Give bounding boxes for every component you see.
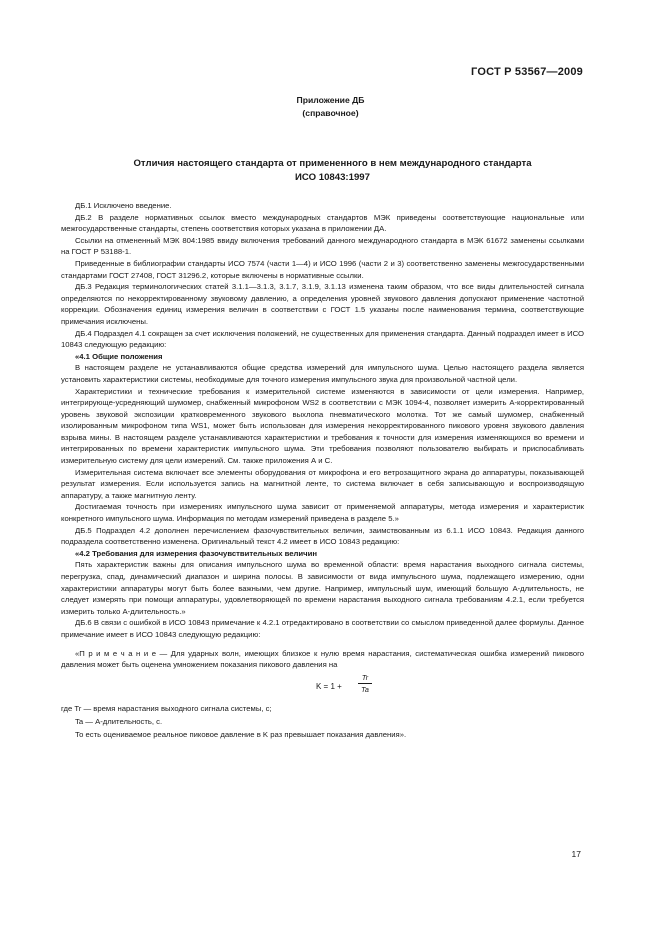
document-title xyxy=(60,157,605,185)
definition-tr: где Tr — время нарастания выходного сигнала системы, с; xyxy=(61,703,272,713)
standard-number: ГОСТ Р 53567—2009 xyxy=(471,66,583,78)
formula-lhs: K = 1 + xyxy=(316,681,342,691)
paragraph: Приведенные в библиографии стандарты ИСО 7574 (части 1—4) и ИСО 1996 (части 2 и 3) соответственно заменены межгосударственными стандартами ГОСТ 27408, ГОСТ 31296.2, которые включены в нормативные ссылки. xyxy=(61,258,584,280)
paragraph: ДБ.6 В связи с ошибкой в ИСО 10843 примечание к 4.2.1 отредактировано в соответствии со смыслом приведенной далее формулы. Данное примечание имеет в ИСО 10843 следующую редакцию: xyxy=(61,618,584,639)
formula-numerator: Tr xyxy=(358,672,372,685)
paragraph: В настоящем разделе не устанавливаются общие средства измерений для импульсного шума. Целью настоящего раздела является установить характеристики системы, необходимые для точного измерения импульсного звука для произвольной частной цели. xyxy=(61,363,584,384)
definition-ta: Ta — А-длительность, с. xyxy=(75,716,163,726)
note-paragraph: «П р и м е ч а н и е — Для ударных волн, имеющих близкое к нулю время нарастания, систематическая ошибка измерений пикового давления может быть оценена умножением показания пикового давления на xyxy=(61,648,584,670)
section-heading-4-2: «4.2 Требования для измерения фазочувствительных величин xyxy=(75,548,317,558)
definition-conclusion: То есть оцениваемое реальное пиковое давление в K раз превышает показания давления». xyxy=(75,729,407,739)
title-line-2: ИСО 10843:1997 xyxy=(295,172,370,183)
body-text xyxy=(61,200,584,741)
paragraph: Пять характеристик важны для описания импульсного шума во временной области: время нарастания выходного сигнала системы, перегрузка, спад, динамический диапазон и ширина полосы. В зависимости от вида импульсного шума, подлежащего измерению, одни характеристики аппаратуры могут быть более важными, чем другие. Например, импульсный шум, имеющий большую А-длительность, не следует измерять при помощи аппаратуры, удовлетворяющей по времени нарастания выходного сигнала требованиям 4.2.1, если требуется измерить только А-длительность.» xyxy=(61,560,584,616)
paragraph: Достигаемая точность при измерениях импульсного шума зависит от применяемой аппаратуры, метода измерения и характеристик конкретного импульсного шума. Информация по методам измерений приведена в разделе 5.» xyxy=(61,502,584,524)
paragraph: Ссылки на отмененный МЭК 804:1985 ввиду включения требований данного международного стандарта в МЭК 61672 заменены ссылками на ГОСТ Р 53188-1. xyxy=(61,235,584,257)
paragraph: ДБ.3 Редакция терминологических статей 3.1.1—3.1.3, 3.1.7, 3.1.9, 3.1.13 изменена таким образом, что все виды длительностей сигнала определяются по некорректированному звуковому давлению, а определения уровней звукового давления допускают применение частотной коррекции. Обозначения единиц измерения величин в соответствии с ГОСТ 1.5 указаны после наименования термина, соответствующие примечания исключены. xyxy=(61,282,584,326)
formula-fraction xyxy=(358,672,372,696)
appendix-subtitle: (справочное) xyxy=(302,108,359,118)
page-number: 17 xyxy=(571,849,581,859)
paragraph: ДБ.5 Подраздел 4.2 дополнен перечислением фазочувствительных величин, заимствованным из 6.1.1 ИСО 10843. Редакция данного подраздела соответственно изменена. Оригинальный текст 4.2 имеет в ИСО 10843 редакцию: xyxy=(61,525,584,547)
definitions xyxy=(61,702,584,741)
section-heading-4-1: «4.1 Общие положения xyxy=(75,351,163,361)
paragraph: ДБ.1 Исключено введение. xyxy=(75,201,172,210)
paragraph: ДБ.4 Подраздел 4.1 сокращен за счет исключения положений, не существенных для применения стандарта. Данный подраздел имеет в ИСО 10843 следующую редакцию: xyxy=(61,328,584,350)
title-line-1: Отличия настоящего стандарта от примененного в нем международного стандарта xyxy=(133,158,532,169)
formula xyxy=(61,672,584,702)
formula-denominator: Ta xyxy=(361,685,369,695)
paragraph: ДБ.2 В разделе нормативных ссылок вместо международных стандартов МЭК приведены соответствующие национальные или межгосударственные стандарты, степень соответствия которых указана в приложении ДА. xyxy=(61,212,584,234)
paragraph: Измерительная система включает все элементы оборудования от микрофона и его ветрозащитного экрана до аппаратуры, показывающей результат измерения. Если используется запись на магнитной ленте, то система включает в себя записывающую и воспроизводящую аппаратуру, а также магнитную ленту. xyxy=(61,467,584,500)
paragraph: Характеристики и технические требования к измерительной системе изменяются в зависимости от цели измерения. Например, интегрирующе-усредняющий шумомер, снабженный микрофоном WS2 в соответствии с МЭК 1094-4, позволяет измерить А-корректированный уровень звуковой экспозиции кратковременного звукового выхлопа пневматического молотка. Тот же самый шумомер, снабженный изолированным микрофоном типа WS1, может быть использован для измерения некорректированного пикового уровня звукового давления взрыва мины. В настоящем разделе устанавливаются характеристики и требования к точности для измерения изменяющихся во времени и интегрированных по времени характеристик импульсного шума. Эти требования позволяют пользователю выбирать и приспосабливать измерительную систему для цели измерений. См. также приложения А и С. xyxy=(61,386,584,466)
appendix-title: Приложение ДБ xyxy=(296,95,365,105)
